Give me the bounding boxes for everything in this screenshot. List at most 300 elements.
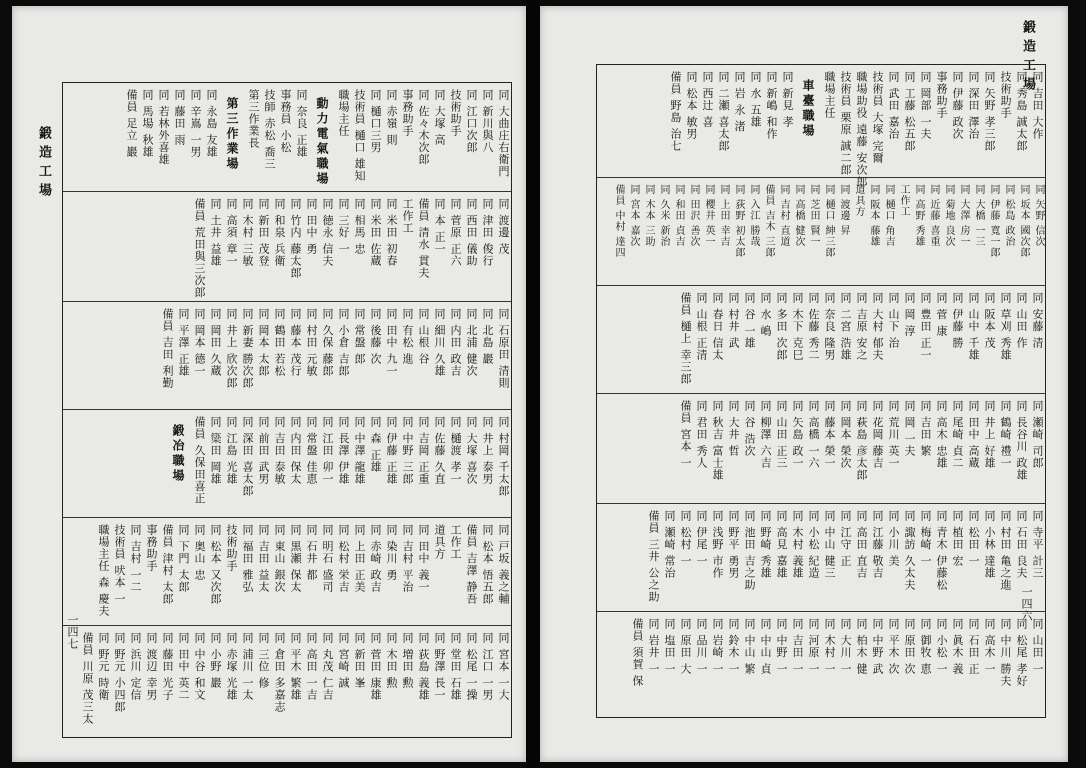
- left-band-2: [63, 191, 511, 302]
- staff-entry: 同 樋口 紳三郎: [823, 184, 834, 259]
- staff-entry: 同 木本 三助: [643, 184, 654, 248]
- left-page-number: 一四七: [66, 614, 79, 650]
- staff-entry: 同 近藤 喜重: [928, 184, 939, 248]
- staff-entry: 備員 吉澤 静吾: [465, 524, 478, 605]
- staff-entry: 同 北浦 健次: [465, 308, 478, 377]
- staff-entry: 同 染川 勇: [385, 524, 398, 581]
- staff-entry: 同 石田 良夫: [1015, 510, 1028, 579]
- staff-entry: 同 木村 義雄: [791, 510, 804, 579]
- staff-entry: 同 長澤 伊雄: [337, 416, 350, 485]
- staff-entry: 同 下門 太郎: [177, 524, 190, 593]
- staff-entry: 同 高田 一吉: [305, 632, 318, 701]
- staff-entry: 同 萩島 彦太郎: [855, 400, 868, 481]
- staff-entry: 同 久保 藤郎: [321, 308, 334, 377]
- staff-entry: 職場主任 森 慶夫: [97, 524, 110, 617]
- staff-entry: 同 松本 敏男: [685, 71, 698, 140]
- staff-entry: 同 菅田 康雄: [369, 632, 382, 701]
- staff-entry: 同 深田 澤治: [967, 71, 980, 140]
- staff-entry: 同 内田 政吉: [449, 308, 462, 377]
- staff-entry: 技術員 樋口 雄知: [353, 89, 366, 182]
- staff-entry: 同 長谷川 政雄: [1015, 400, 1028, 481]
- staff-entry: 同 佐々木次郎: [417, 89, 430, 166]
- staff-entry: 技師 赤松 喬三: [263, 89, 276, 170]
- staff-entry: 同 上田 幸吉: [718, 184, 729, 248]
- staff-entry: 同 小川 美: [887, 510, 900, 567]
- staff-entry: 同 原田 次: [903, 618, 916, 675]
- staff-entry: 同 東山 銀次: [273, 524, 286, 593]
- staff-entry: 同 大曲庄右衛門: [497, 89, 510, 178]
- staff-entry: 職場主任: [823, 71, 836, 119]
- staff-entry: 同 相馬 忠: [353, 198, 366, 255]
- staff-entry: 同 深田 喜太郎: [241, 416, 254, 497]
- staff-entry: 同 戸坂 義之輔: [497, 524, 510, 605]
- staff-entry: 事務助手: [935, 71, 948, 119]
- staff-entry: 同 野澤 長一: [433, 632, 446, 701]
- staff-entry: 同 中山 繁: [743, 618, 756, 675]
- section-heading: 車臺職場: [801, 79, 815, 139]
- staff-entry: 同 山下 治: [887, 292, 900, 349]
- staff-entry: 同 伊藤 寬一郎: [988, 184, 999, 259]
- section-heading: 第三作業場: [225, 97, 239, 172]
- staff-entry: 同 花岡 藤吉: [871, 400, 884, 469]
- staff-entry: 同 伊藤 正雄: [385, 416, 398, 485]
- staff-entry: 工作工: [898, 184, 909, 217]
- staff-entry: 同 吉田 大作: [1031, 71, 1044, 140]
- staff-entry: 同 西田 儀助: [465, 198, 478, 267]
- staff-entry: 同 新川與八: [481, 89, 494, 154]
- staff-entry: 同 久米 新治: [658, 184, 669, 248]
- staff-entry: 同 中川 勝夫: [999, 618, 1012, 687]
- staff-entry: 同 山中 千雄: [967, 292, 980, 361]
- staff-entry: 同 福田 雅弘: [241, 524, 254, 593]
- staff-entry: 同 津田 俊行: [481, 198, 494, 267]
- left-running-head: 鍛造工場: [36, 126, 51, 202]
- staff-entry: 同 伊尾 一: [695, 510, 708, 567]
- staff-entry: 同 岡部 一夫: [919, 71, 932, 140]
- staff-entry: 同 江島 光雄: [225, 416, 238, 485]
- staff-entry: 同 高木 忠雄: [935, 400, 948, 469]
- staff-entry: 職場主任: [337, 89, 350, 137]
- staff-entry: 同 新嶋 和作: [765, 71, 778, 140]
- staff-entry: 同 井上 泰男: [481, 416, 494, 485]
- staff-entry: 同 鶴崎 禮一: [999, 400, 1012, 469]
- staff-entry: 同 野元 時衛: [97, 632, 110, 701]
- staff-entry: 同 岡 淳: [903, 292, 916, 337]
- staff-entry: 同 大井 哲: [727, 400, 740, 457]
- staff-entry: 同 菅 康: [935, 292, 948, 337]
- right-band-1: [597, 65, 1045, 188]
- staff-entry: 同 村田 亀之進: [999, 510, 1012, 591]
- staff-entry: 同 野平 勇男: [727, 510, 740, 579]
- staff-entry: 同 吉田 繁: [919, 400, 932, 457]
- staff-entry: 同 高橋 健次: [793, 184, 804, 248]
- staff-entry: 同 岡本 德一: [193, 308, 206, 377]
- staff-entry: 同 荒川 英一: [887, 400, 900, 469]
- staff-entry: 同 赤塚 光雄: [225, 632, 238, 701]
- staff-entry: 同 馬場 秋雄: [141, 89, 154, 158]
- staff-entry: 備員 清水 貫夫: [417, 198, 430, 279]
- left-band-1: [63, 83, 511, 191]
- staff-entry: 同 江田 卯一: [321, 416, 334, 485]
- staff-entry: 同 村岡 千太郎: [497, 416, 510, 497]
- staff-entry: 道具方: [433, 524, 446, 560]
- staff-entry: 同 品川 一: [695, 618, 708, 675]
- staff-entry: 同 二宮 浩雄: [839, 292, 852, 361]
- staff-entry: 同 藤本 茂行: [289, 308, 302, 377]
- staff-entry: 同 新見 孝: [781, 71, 794, 128]
- staff-entry: 同 田中 義一: [417, 524, 430, 593]
- staff-entry: 同 土井 益雄: [209, 198, 222, 267]
- staff-entry: 同 内田 保太: [289, 416, 302, 485]
- staff-entry: 同 石井 都: [305, 524, 318, 581]
- staff-entry: 同 大川 一: [839, 618, 852, 675]
- staff-entry: 同 松村 栄吉: [337, 524, 350, 593]
- staff-entry: 同 堂田 石雄: [449, 632, 462, 701]
- staff-entry: 同 三好 一: [337, 198, 350, 255]
- staff-entry: 同 田中 勇: [305, 198, 318, 255]
- staff-entry: 同 樋口 角吉: [883, 184, 894, 248]
- staff-entry: 同 松本 又次郎: [209, 524, 222, 605]
- staff-entry: 同 山田 正三: [775, 400, 788, 469]
- staff-entry: 同 本 正一: [433, 198, 446, 255]
- staff-entry: 事務助手: [145, 524, 158, 572]
- staff-entry: 同 中澤 龍雄: [353, 416, 366, 485]
- staff-entry: 同 奈良 隆男: [823, 292, 836, 361]
- staff-entry: 備員 吉田 利勤: [161, 308, 174, 389]
- staff-entry: 技術員 栗原 誠二郎: [839, 71, 852, 176]
- staff-entry: 同 中野 一: [775, 618, 788, 675]
- staff-entry: 同 赤崎 政吉: [369, 524, 382, 593]
- staff-entry: 備員 中村 達四: [613, 184, 624, 259]
- staff-entry: 同 松村 一: [679, 510, 692, 567]
- left-band-4: [63, 409, 511, 518]
- staff-entry: 道具方: [853, 184, 864, 217]
- staff-entry: 同 樋渡 孝一: [449, 416, 462, 485]
- staff-entry: 同 常盤 郎: [353, 308, 366, 365]
- staff-entry: 同 辛嶌 一男: [189, 89, 202, 158]
- staff-entry: 同 岡 一夫: [903, 400, 916, 457]
- staff-entry: 同 竹内 藤太郎: [289, 198, 302, 279]
- staff-entry: 同 吉村 平治: [401, 524, 414, 593]
- staff-entry: 同 吉村 一二: [129, 524, 142, 593]
- staff-entry: 同 黒瀬 保太: [289, 524, 302, 593]
- staff-entry: 同 御牧 恵: [919, 618, 932, 675]
- staff-entry: 同 三位 修: [257, 632, 270, 689]
- right-band-2: [597, 177, 1045, 286]
- staff-entry: 備員 樋上 幸三郎: [679, 292, 692, 385]
- staff-entry: 同 佐藤 久直: [433, 416, 446, 485]
- staff-entry: 同 中野 三郎: [401, 416, 414, 485]
- staff-entry: 同 吉原 安之: [855, 292, 868, 361]
- staff-entry: 同 浅野 市作: [711, 510, 724, 579]
- staff-entry: 同 草刈 秀雄: [999, 292, 1012, 361]
- staff-entry: 同 上田 正美: [353, 524, 366, 593]
- right-table-frame: [596, 64, 1046, 718]
- staff-entry: 同 常盤 佳恵: [305, 416, 318, 485]
- staff-entry: 同 後藤 次: [369, 308, 382, 365]
- staff-entry: 技術助手: [225, 524, 238, 572]
- staff-entry: 同 二瀬 喜太郎: [717, 71, 730, 152]
- staff-entry: 備員 足立 巖: [125, 89, 138, 158]
- staff-entry: 備員 宮本 一: [679, 400, 692, 469]
- staff-entry: 備員 吉木 三郎: [763, 184, 774, 259]
- staff-entry: 同 木村 三敏: [241, 198, 254, 267]
- staff-entry: 備員 須賀 保: [631, 618, 644, 687]
- staff-entry: 同 江口 一男: [481, 632, 494, 701]
- staff-entry: 同 吉田 一: [791, 618, 804, 675]
- staff-entry: 同 西辻 喜: [701, 71, 714, 128]
- staff-entry: 同 和田 貞吉: [673, 184, 684, 248]
- staff-entry: 備員 野島 治七: [669, 71, 682, 152]
- staff-entry: 同 植田 宏: [951, 510, 964, 567]
- staff-entry: 同 水 嶋: [759, 292, 772, 337]
- staff-entry: 同 若林外喜雄: [157, 89, 170, 166]
- staff-entry: 同 松島 政治: [1003, 184, 1014, 248]
- staff-entry: 同 君田 秀人: [695, 400, 708, 469]
- staff-entry: 同 原田 大: [679, 618, 692, 675]
- staff-entry: 同 新田 峯: [353, 632, 366, 689]
- staff-entry: 同 奥山 忠: [193, 524, 206, 581]
- right-page: [540, 6, 1068, 762]
- staff-entry: 備員 川原 茂三太: [81, 632, 94, 725]
- staff-entry: 同 安藤 清: [1031, 292, 1044, 349]
- staff-entry: 同 山田 作: [1015, 292, 1028, 349]
- staff-entry: 同 井上 欣次郎: [225, 308, 238, 389]
- staff-entry: 同 江守 正: [839, 510, 852, 567]
- staff-entry: 同 中山 健三: [823, 510, 836, 579]
- left-band-5: [63, 517, 511, 626]
- staff-entry: 同 明石 盛司: [321, 524, 334, 593]
- staff-entry: 同 浦川 一太: [241, 632, 254, 701]
- staff-entry: 同 田中 高蔵: [967, 400, 980, 469]
- staff-entry: 同 高木 一: [983, 618, 996, 675]
- staff-entry: 同 増田 勲: [401, 632, 414, 689]
- staff-entry: 同 村田 元敏: [305, 308, 318, 377]
- staff-entry: 同 渡邊 昇: [838, 184, 849, 237]
- staff-entry: 同 吉岡 正重: [417, 416, 430, 485]
- staff-entry: 同 渡辺 幸男: [145, 632, 158, 701]
- staff-entry: 同 高須 章一: [225, 198, 238, 267]
- staff-entry: 同 岡本 榮次: [839, 400, 852, 469]
- staff-entry: 同 大橋 一三: [973, 184, 984, 248]
- staff-entry: 同 小松 紀造: [807, 510, 820, 579]
- right-band-3: [597, 285, 1045, 394]
- right-page-number: 一四六: [1020, 586, 1033, 622]
- staff-entry: 同 藤本 榮一: [823, 400, 836, 469]
- staff-entry: 同 諏訪 久太夫: [903, 510, 916, 591]
- staff-entry: 同 岡本 太郎: [257, 308, 270, 377]
- staff-entry: 同 秋吉 富士雄: [711, 400, 724, 481]
- staff-entry: 同 徳永 信夫: [321, 198, 334, 267]
- staff-entry: 同 松尾 一操: [465, 632, 478, 701]
- staff-entry: 同 豊田 正一: [919, 292, 932, 361]
- staff-entry: 同 野崎 秀雄: [759, 510, 772, 579]
- staff-entry: 同 岩 永 渚: [733, 71, 746, 133]
- staff-entry: 同 大塚 喜次: [465, 416, 478, 485]
- staff-entry: 同 村井 武: [727, 292, 740, 349]
- staff-entry: 同 瀬崎 司郎: [1031, 400, 1044, 469]
- staff-entry: 同 新田 茂登: [257, 198, 270, 267]
- staff-entry: 同 新妻 勝次郎: [241, 308, 254, 389]
- staff-entry: 同 井上 好雄: [983, 400, 996, 469]
- staff-entry: 同 江藤 敬吉: [871, 510, 884, 579]
- staff-entry: 同 平澤 正雄: [177, 308, 190, 377]
- staff-entry: 同 菅原 正六: [449, 198, 462, 267]
- staff-entry: 同 江口次郎: [465, 89, 478, 154]
- staff-entry: 同 赤嶺 則: [385, 89, 398, 146]
- staff-entry: 同 矢野 信次: [1033, 184, 1044, 248]
- staff-entry: 同 吉田 泰敏: [273, 416, 286, 485]
- staff-entry: 事務員 小松: [279, 89, 292, 154]
- staff-entry: 同 奈良 正雄: [295, 89, 308, 158]
- staff-entry: 同 細川 久雄: [433, 308, 446, 377]
- left-band-6: [63, 625, 511, 738]
- staff-entry: 同 多田 次郎: [775, 292, 788, 361]
- left-page: [12, 6, 526, 762]
- staff-entry: 同 簗田 岡雄: [209, 416, 222, 485]
- staff-entry: 同 宮本 一大: [497, 632, 510, 701]
- right-band-5: [597, 503, 1045, 612]
- staff-entry: 同 大澤 房一: [958, 184, 969, 248]
- book-gutter: [526, 0, 540, 768]
- staff-entry: 同 石原田 清則: [497, 308, 510, 389]
- staff-entry: 同 丸茂 仁吉: [321, 632, 334, 701]
- staff-entry: 工作工: [401, 198, 414, 234]
- staff-entry: 同 木村 一: [823, 618, 836, 675]
- staff-entry: 備員 久保田喜正: [193, 416, 206, 505]
- staff-entry: 同 宮崎 誠: [337, 632, 350, 689]
- staff-entry: 同 山根 正清: [695, 292, 708, 361]
- staff-entry: 同 柏木 健: [855, 618, 868, 675]
- staff-entry: 同 前田 武男: [257, 416, 270, 485]
- staff-entry: 同 菊地 良次: [943, 184, 954, 248]
- staff-entry: 備員 津村 太郎: [161, 524, 174, 605]
- staff-entry: 同 入江 勝哉: [748, 184, 759, 248]
- staff-entry: 同 佐藤 秀二: [807, 292, 820, 361]
- staff-entry: 同 春日 信太: [711, 292, 724, 361]
- staff-entry: 同 矢野 孝三郎: [983, 71, 996, 152]
- staff-entry: 同 小倉 吉郎: [337, 308, 350, 377]
- staff-entry: 同 池田 吉之助: [743, 510, 756, 591]
- staff-entry: 同 荻島 義雄: [417, 632, 430, 701]
- left-table-frame: [62, 82, 512, 738]
- staff-entry: 同 北島 巖: [481, 308, 494, 365]
- staff-entry: 同 鶴田 若松: [273, 308, 286, 377]
- staff-entry: 同 藤田 光子: [161, 632, 174, 701]
- staff-entry: 同 大塚 高: [433, 89, 446, 146]
- staff-entry: 同 柳澤 六吉: [759, 400, 772, 469]
- staff-entry: 同 中谷 和文: [193, 632, 206, 701]
- staff-entry: 同 木田 勲: [385, 632, 398, 689]
- staff-entry: 同 瀬崎 常治: [663, 510, 676, 579]
- staff-entry: 技術助手: [999, 71, 1012, 119]
- right-band-4: [597, 393, 1045, 504]
- staff-entry: 同 中山 貞: [759, 618, 772, 675]
- section-heading: 鍛冶職場: [171, 424, 185, 484]
- staff-entry: 同 和泉 兵衛: [273, 198, 286, 267]
- staff-entry: 技術助手: [449, 89, 462, 137]
- staff-entry: 同 高見 嘉雄: [775, 510, 788, 579]
- staff-entry: 第三作業長: [247, 89, 260, 149]
- staff-entry: 同 櫻井 英一: [703, 184, 714, 248]
- staff-entry: 同 伊藤 勝: [951, 292, 964, 349]
- staff-entry: 備員 荒田與三次郎: [193, 198, 206, 299]
- staff-entry: 同 宮本 嘉次: [628, 184, 639, 248]
- staff-entry: 同 吉村 直道: [778, 184, 789, 248]
- staff-entry: 同 高橋 一六: [807, 400, 820, 469]
- staff-entry: 同 平木 次: [887, 618, 900, 675]
- staff-entry: 同 塩田 一: [663, 618, 676, 675]
- staff-entry: 同 小林 達雄: [983, 510, 996, 579]
- staff-entry: 同 田中 英二: [177, 632, 190, 701]
- staff-entry: 同 矢島 政一: [791, 400, 804, 469]
- staff-entry: 同 眞木 義: [951, 618, 964, 675]
- staff-entry: 同 武田 嘉治: [887, 71, 900, 140]
- staff-entry: 同 寺平 計三: [1031, 510, 1044, 579]
- staff-entry: 同 岩井 一: [647, 618, 660, 675]
- staff-entry: 同 河原 一: [807, 618, 820, 675]
- staff-entry: 職場助役 遠藤 安次郎: [855, 71, 868, 188]
- right-band-6: [597, 611, 1045, 718]
- staff-entry: 同 秀島 誠太郎: [1015, 71, 1028, 152]
- staff-entry: 同 松田 一: [967, 510, 980, 567]
- staff-entry: 同 坂本 國次郎: [1018, 184, 1029, 259]
- staff-entry: 同 工藤 松五郎: [903, 71, 916, 152]
- staff-entry: 同 倉田 多嘉志: [273, 632, 286, 713]
- staff-entry: 同 浜川 定信: [129, 632, 142, 701]
- staff-entry: 備員 三井 公之助: [647, 510, 660, 603]
- staff-entry: 同 大村 郁夫: [871, 292, 884, 361]
- staff-entry: 同 田中 九一: [385, 308, 398, 377]
- staff-entry: 同 木下 克巳: [791, 292, 804, 361]
- staff-entry: 同 野元 小四郎: [113, 632, 126, 713]
- staff-entry: 同 山根 谷: [417, 308, 430, 365]
- staff-entry: 同 小野 巖: [209, 632, 222, 689]
- staff-entry: 同 永島 友雄: [205, 89, 218, 158]
- staff-entry: 同 石田 正: [967, 618, 980, 675]
- staff-entry: 同 森 正雄: [369, 416, 382, 473]
- staff-entry: 同 鈴木 一: [727, 618, 740, 675]
- section-heading: 動力電氣職場: [315, 97, 329, 187]
- staff-entry: 同 樋口三男: [369, 89, 382, 154]
- staff-entry: 同 谷 浩次: [743, 400, 756, 457]
- staff-entry: 同 高田 直吉: [855, 510, 868, 579]
- staff-entry: 事務助手: [401, 89, 414, 137]
- staff-entry: 同 田沢 善次: [688, 184, 699, 248]
- staff-entry: 同 荻野 初太郎: [733, 184, 744, 259]
- staff-entry: 同 谷 一雄: [743, 292, 756, 349]
- staff-entry: 同 岡田 久蔵: [209, 308, 222, 377]
- staff-entry: 同 有松 進: [401, 308, 414, 365]
- staff-entry: 同 梅崎 一: [919, 510, 932, 567]
- staff-entry: 同 阪本 茂: [983, 292, 996, 349]
- staff-entry: 同 水 五雄: [749, 71, 762, 128]
- staff-entry: 同 渡邊 茂: [497, 198, 510, 255]
- staff-entry: 同 小松 一: [935, 618, 948, 675]
- staff-entry: 同 芝田 賢一: [808, 184, 819, 248]
- right-running-head: 鍛造工場: [1020, 20, 1035, 96]
- staff-entry: 同 山田 一: [1031, 618, 1044, 675]
- staff-entry: 同 平木 繁雄: [289, 632, 302, 701]
- staff-entry: 同 尾崎 貞二: [951, 400, 964, 469]
- staff-entry: 同 藤田 雨: [173, 89, 186, 146]
- staff-entry: 同 中野 武: [871, 618, 884, 675]
- staff-entry: 技術員 吠本 一: [113, 524, 126, 605]
- staff-entry: 同 松尾 孝好: [1015, 618, 1028, 687]
- staff-entry: 同 高野 秀雄: [913, 184, 924, 248]
- staff-entry: 工作工: [449, 524, 462, 560]
- staff-entry: 同 青木 伊藤松: [935, 510, 948, 591]
